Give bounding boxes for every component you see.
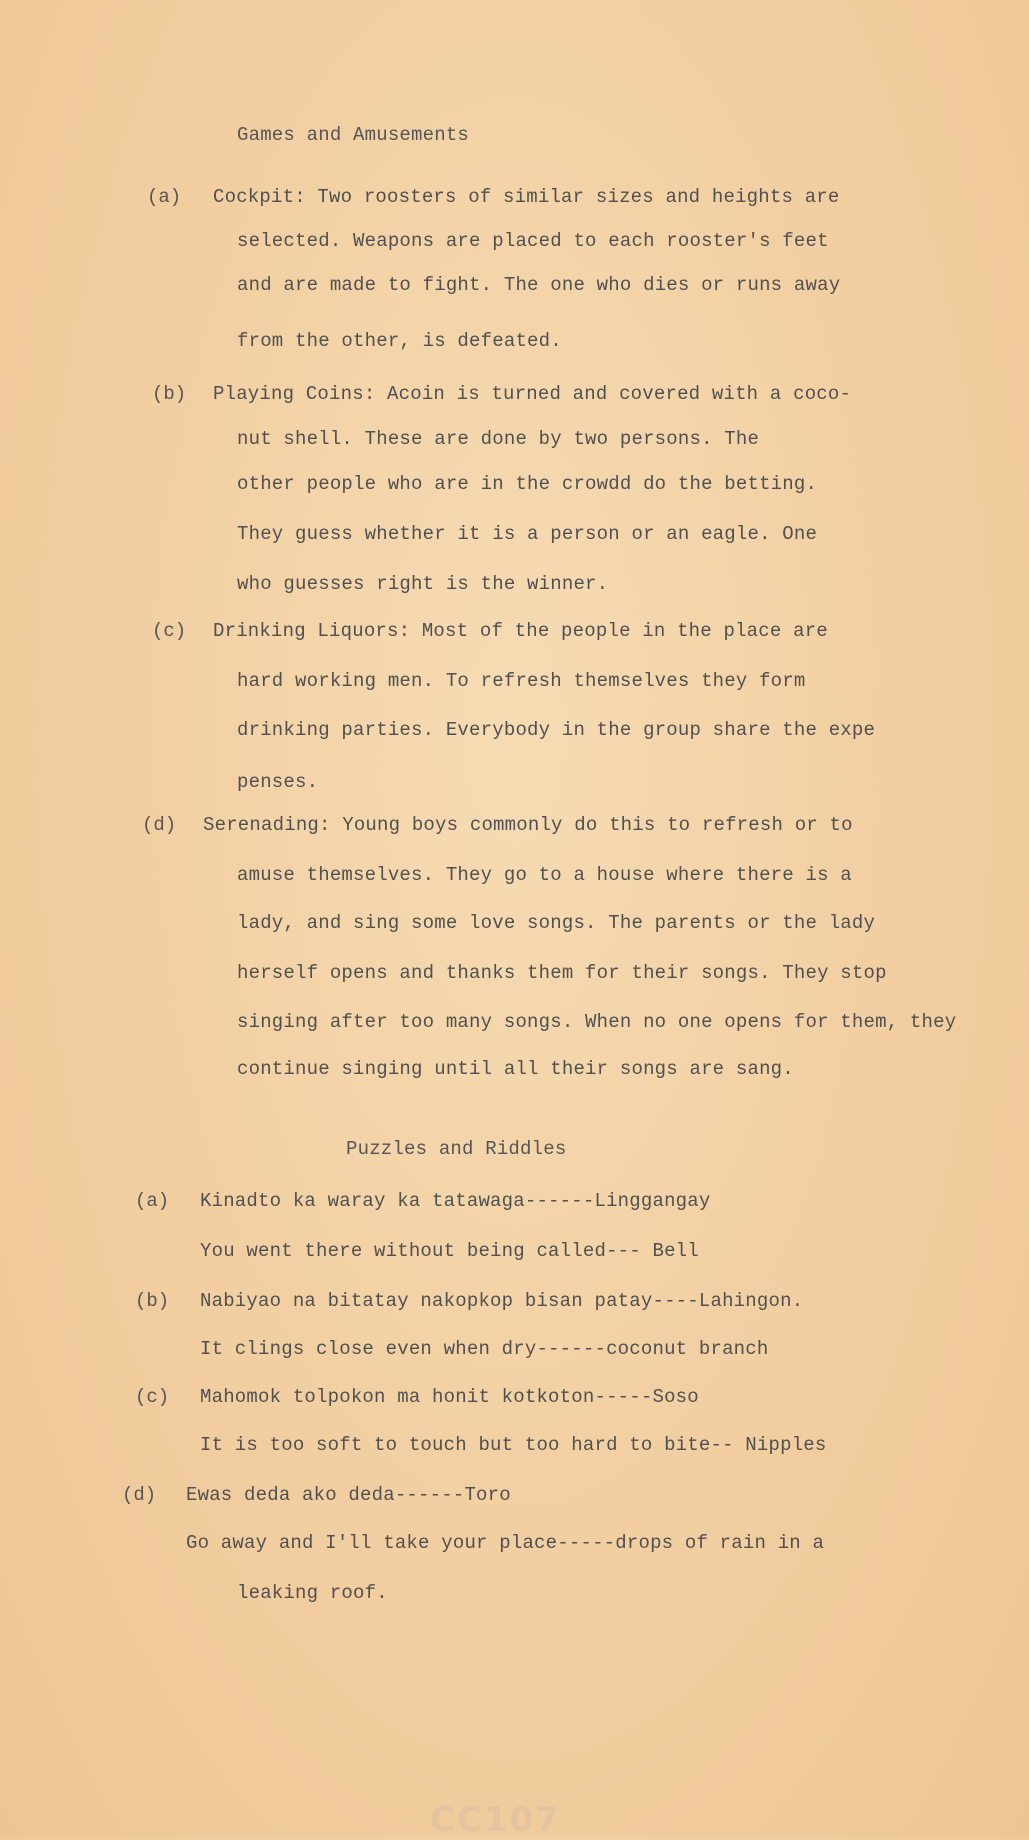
games-item-b-label: (b) xyxy=(152,383,187,405)
riddle-d-line: leaking roof. xyxy=(237,1582,388,1604)
games-item-d-line: Serenading: Young boys commonly do this to refresh or to xyxy=(203,814,853,836)
riddle-d-line: Go away and I'll take your place-----drops of rain in a xyxy=(186,1532,825,1554)
games-item-b-line: other people who are in the crowdd do the betting. xyxy=(237,473,818,495)
games-item-a-line: selected. Weapons are placed to each rooster's feet xyxy=(237,230,829,252)
games-item-d-line: continue singing until all their songs are sang. xyxy=(237,1058,794,1080)
riddle-b-line: It clings close even when dry------coconut branch xyxy=(200,1338,769,1360)
games-item-d-line: herself opens and thanks them for their songs. They stop xyxy=(237,962,887,984)
riddle-b-line: Nabiyao na bitatay nakopkop bisan patay----Lahingon. xyxy=(200,1290,804,1312)
games-item-a-line: and are made to fight. The one who dies or runs away xyxy=(237,274,841,296)
riddle-d-label: (d) xyxy=(122,1484,157,1506)
games-item-b-line: nut shell. These are done by two persons. The xyxy=(237,428,760,450)
games-item-a-line: from the other, is defeated. xyxy=(237,330,562,352)
riddle-c-label: (c) xyxy=(135,1386,170,1408)
games-item-d-line: lady, and sing some love songs. The parents or the lady xyxy=(237,912,876,934)
page-stamp: CC107 xyxy=(430,1800,561,1840)
riddle-d-line: Ewas deda ako deda------Toro xyxy=(186,1484,511,1506)
games-item-c-label: (c) xyxy=(152,620,187,642)
games-item-d-label: (d) xyxy=(142,814,177,836)
riddle-a-line: Kinadto ka waray ka tatawaga------Linggangay xyxy=(200,1190,711,1212)
riddle-c-line: It is too soft to touch but too hard to bite-- Nipples xyxy=(200,1434,827,1456)
games-item-a-label: (a) xyxy=(147,186,182,208)
riddle-a-label: (a) xyxy=(135,1190,170,1212)
riddles-heading: Puzzles and Riddles xyxy=(346,1138,567,1160)
games-item-b-line: They guess whether it is a person or an eagle. One xyxy=(237,523,818,545)
games-item-a-line: Cockpit: Two roosters of similar sizes and heights are xyxy=(213,186,840,208)
games-item-c-line: penses. xyxy=(237,771,319,793)
riddle-b-label: (b) xyxy=(135,1290,170,1312)
games-item-c-line: Drinking Liquors: Most of the people in the place are xyxy=(213,620,828,642)
games-item-b-line: who guesses right is the winner. xyxy=(237,573,609,595)
games-item-b-line: Playing Coins: Acoin is turned and covered with a coco- xyxy=(213,383,852,405)
games-heading: Games and Amusements xyxy=(237,124,470,146)
riddle-a-line: You went there without being called--- Bell xyxy=(200,1240,699,1262)
games-item-d-line: singing after too many songs. When no one opens for them, they xyxy=(237,1011,957,1033)
games-item-d-line: amuse themselves. They go to a house where there is a xyxy=(237,864,852,886)
riddle-c-line: Mahomok tolpokon ma honit kotkoton-----Soso xyxy=(200,1386,699,1408)
games-item-c-line: drinking parties. Everybody in the group share the expe xyxy=(237,719,876,741)
games-item-c-line: hard working men. To refresh themselves they form xyxy=(237,670,806,692)
